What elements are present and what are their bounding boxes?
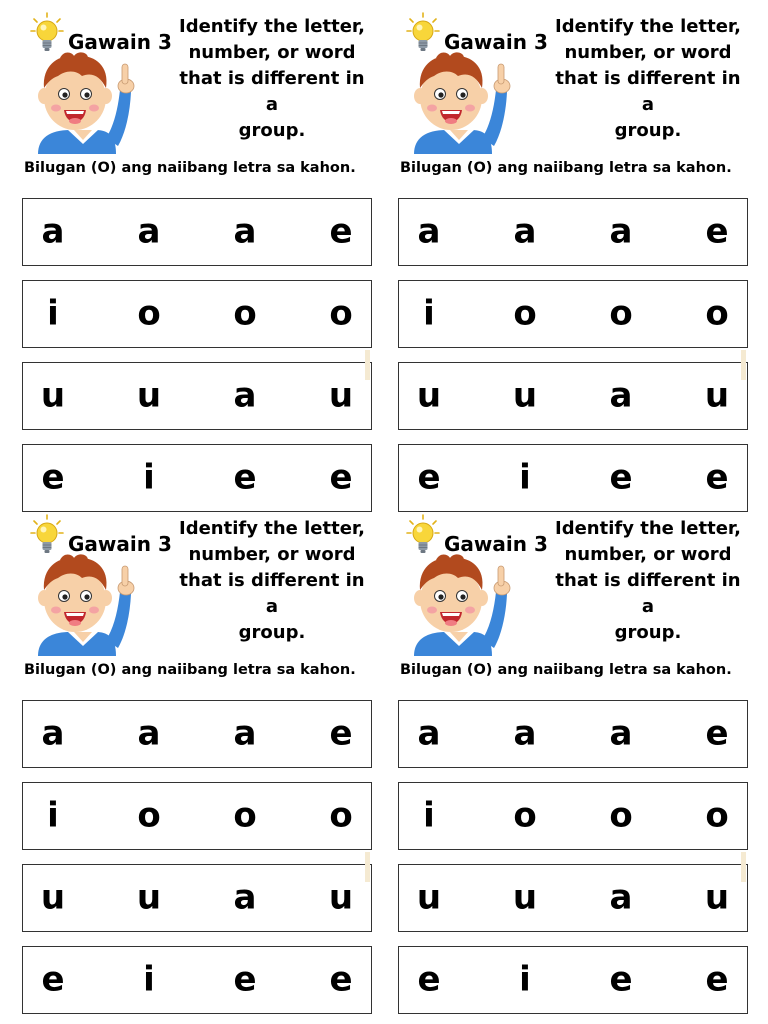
letter-box	[22, 864, 372, 932]
letter-option[interactable]: e	[609, 959, 633, 1000]
activity-label: Gawain 3	[444, 30, 548, 54]
paper-edge-mark	[741, 852, 746, 882]
instruction-line: group.	[614, 622, 682, 643]
letter-box	[22, 198, 372, 266]
letter-option[interactable]: i	[423, 795, 435, 836]
letter-option[interactable]: u	[40, 375, 66, 416]
letter-option[interactable]: e	[417, 457, 441, 498]
instruction-line: group.	[238, 622, 306, 643]
instruction-line: number, or word	[564, 544, 732, 565]
letter-option[interactable]: o	[329, 293, 353, 334]
instruction-text	[172, 14, 372, 144]
letter-option[interactable]: a	[513, 211, 537, 252]
worksheet-card-tr	[398, 10, 750, 500]
instruction-text	[548, 516, 748, 646]
letter-option[interactable]: u	[136, 375, 162, 416]
letter-option[interactable]: u	[136, 877, 162, 918]
letter-option[interactable]: u	[328, 877, 354, 918]
instruction-line: that is different in a	[555, 68, 741, 115]
instruction-line: number, or word	[564, 42, 732, 63]
letter-option[interactable]: o	[513, 293, 537, 334]
letter-option[interactable]: i	[143, 457, 155, 498]
letter-option[interactable]: a	[609, 375, 633, 416]
letter-option[interactable]: a	[137, 713, 161, 754]
letter-box	[22, 444, 372, 512]
letter-option[interactable]: a	[233, 713, 257, 754]
letter-box	[398, 362, 748, 430]
paper-edge-mark	[741, 350, 746, 380]
worksheet-card-tl	[22, 10, 374, 500]
letter-option[interactable]: u	[416, 877, 442, 918]
instruction-line: Identify the letter,	[179, 518, 365, 539]
letter-box	[22, 362, 372, 430]
boy-pointing-illustration	[406, 548, 518, 656]
letter-option[interactable]: o	[513, 795, 537, 836]
instruction-line: Identify the letter,	[555, 16, 741, 37]
letter-box	[398, 198, 748, 266]
letter-option[interactable]: i	[519, 959, 531, 1000]
instruction-line: group.	[614, 120, 682, 141]
letter-option[interactable]: e	[609, 457, 633, 498]
letter-box	[398, 946, 748, 1014]
card-header	[22, 10, 374, 150]
letter-option[interactable]: e	[329, 959, 353, 1000]
card-header	[398, 10, 750, 150]
card-header	[398, 512, 750, 652]
activity-label: Gawain 3	[68, 30, 172, 54]
letter-option[interactable]: e	[705, 713, 729, 754]
letter-option[interactable]: a	[513, 713, 537, 754]
letter-option[interactable]: o	[233, 795, 257, 836]
letter-option[interactable]: e	[705, 457, 729, 498]
letter-option[interactable]: e	[417, 959, 441, 1000]
letter-option[interactable]: a	[233, 375, 257, 416]
instruction-line: number, or word	[188, 544, 356, 565]
boy-pointing-illustration	[406, 46, 518, 154]
letter-option[interactable]: e	[233, 457, 257, 498]
letter-option[interactable]: e	[233, 959, 257, 1000]
letter-option[interactable]: o	[609, 293, 633, 334]
letter-box	[398, 782, 748, 850]
letter-option[interactable]: e	[705, 959, 729, 1000]
letter-option[interactable]: a	[233, 211, 257, 252]
letter-option[interactable]: i	[519, 457, 531, 498]
letter-option[interactable]: e	[705, 211, 729, 252]
task-subtitle: Bilugan (O) ang naiibang letra sa kahon.	[24, 662, 356, 678]
letter-option[interactable]: e	[329, 211, 353, 252]
instruction-line: number, or word	[188, 42, 356, 63]
letter-option[interactable]: i	[143, 959, 155, 1000]
letter-option[interactable]: o	[705, 293, 729, 334]
letter-option[interactable]: o	[137, 293, 161, 334]
letter-option[interactable]: e	[41, 959, 65, 1000]
letter-option[interactable]: u	[704, 375, 730, 416]
letter-box	[398, 444, 748, 512]
letter-box	[398, 700, 748, 768]
worksheet-card-br	[398, 512, 750, 1002]
letter-box	[398, 280, 748, 348]
letter-option[interactable]: u	[704, 877, 730, 918]
letter-box	[398, 864, 748, 932]
card-header	[22, 512, 374, 652]
letter-box	[22, 782, 372, 850]
worksheet-card-bl	[22, 512, 374, 1002]
letter-option[interactable]: o	[329, 795, 353, 836]
boy-pointing-illustration	[30, 548, 142, 656]
letter-option[interactable]: e	[41, 457, 65, 498]
letter-option[interactable]: a	[609, 211, 633, 252]
activity-label: Gawain 3	[68, 532, 172, 556]
paper-edge-mark	[365, 350, 370, 380]
letter-option[interactable]: e	[329, 713, 353, 754]
letter-option[interactable]: o	[609, 795, 633, 836]
instruction-line: group.	[238, 120, 306, 141]
letter-option[interactable]: a	[41, 713, 65, 754]
letter-option[interactable]: a	[609, 877, 633, 918]
letter-option[interactable]: o	[137, 795, 161, 836]
letter-option[interactable]: e	[329, 457, 353, 498]
letter-option[interactable]: u	[328, 375, 354, 416]
task-subtitle: Bilugan (O) ang naiibang letra sa kahon.	[24, 160, 356, 176]
letter-option[interactable]: o	[705, 795, 729, 836]
letter-option[interactable]: a	[137, 211, 161, 252]
instruction-line: Identify the letter,	[555, 518, 741, 539]
letter-option[interactable]: a	[417, 713, 441, 754]
task-subtitle: Bilugan (O) ang naiibang letra sa kahon.	[400, 160, 732, 176]
instruction-text	[548, 14, 748, 144]
letter-option[interactable]: u	[416, 375, 442, 416]
letter-option[interactable]: a	[233, 877, 257, 918]
letter-option[interactable]: a	[417, 211, 441, 252]
activity-label: Gawain 3	[444, 532, 548, 556]
letter-option[interactable]: o	[233, 293, 257, 334]
boy-pointing-illustration	[30, 46, 142, 154]
letter-box	[22, 700, 372, 768]
instruction-line: that is different in a	[555, 570, 741, 617]
letter-box	[22, 946, 372, 1014]
instruction-line: that is different in a	[179, 68, 365, 115]
letter-option[interactable]: a	[41, 211, 65, 252]
instruction-line: Identify the letter,	[179, 16, 365, 37]
letter-option[interactable]: i	[423, 293, 435, 334]
letter-option[interactable]: a	[609, 713, 633, 754]
task-subtitle: Bilugan (O) ang naiibang letra sa kahon.	[400, 662, 732, 678]
letter-option[interactable]: i	[47, 795, 59, 836]
letter-option[interactable]: u	[40, 877, 66, 918]
letter-option[interactable]: i	[47, 293, 59, 334]
instruction-text	[172, 516, 372, 646]
instruction-line: that is different in a	[179, 570, 365, 617]
letter-option[interactable]: u	[512, 375, 538, 416]
letter-box	[22, 280, 372, 348]
letter-option[interactable]: u	[512, 877, 538, 918]
paper-edge-mark	[365, 852, 370, 882]
